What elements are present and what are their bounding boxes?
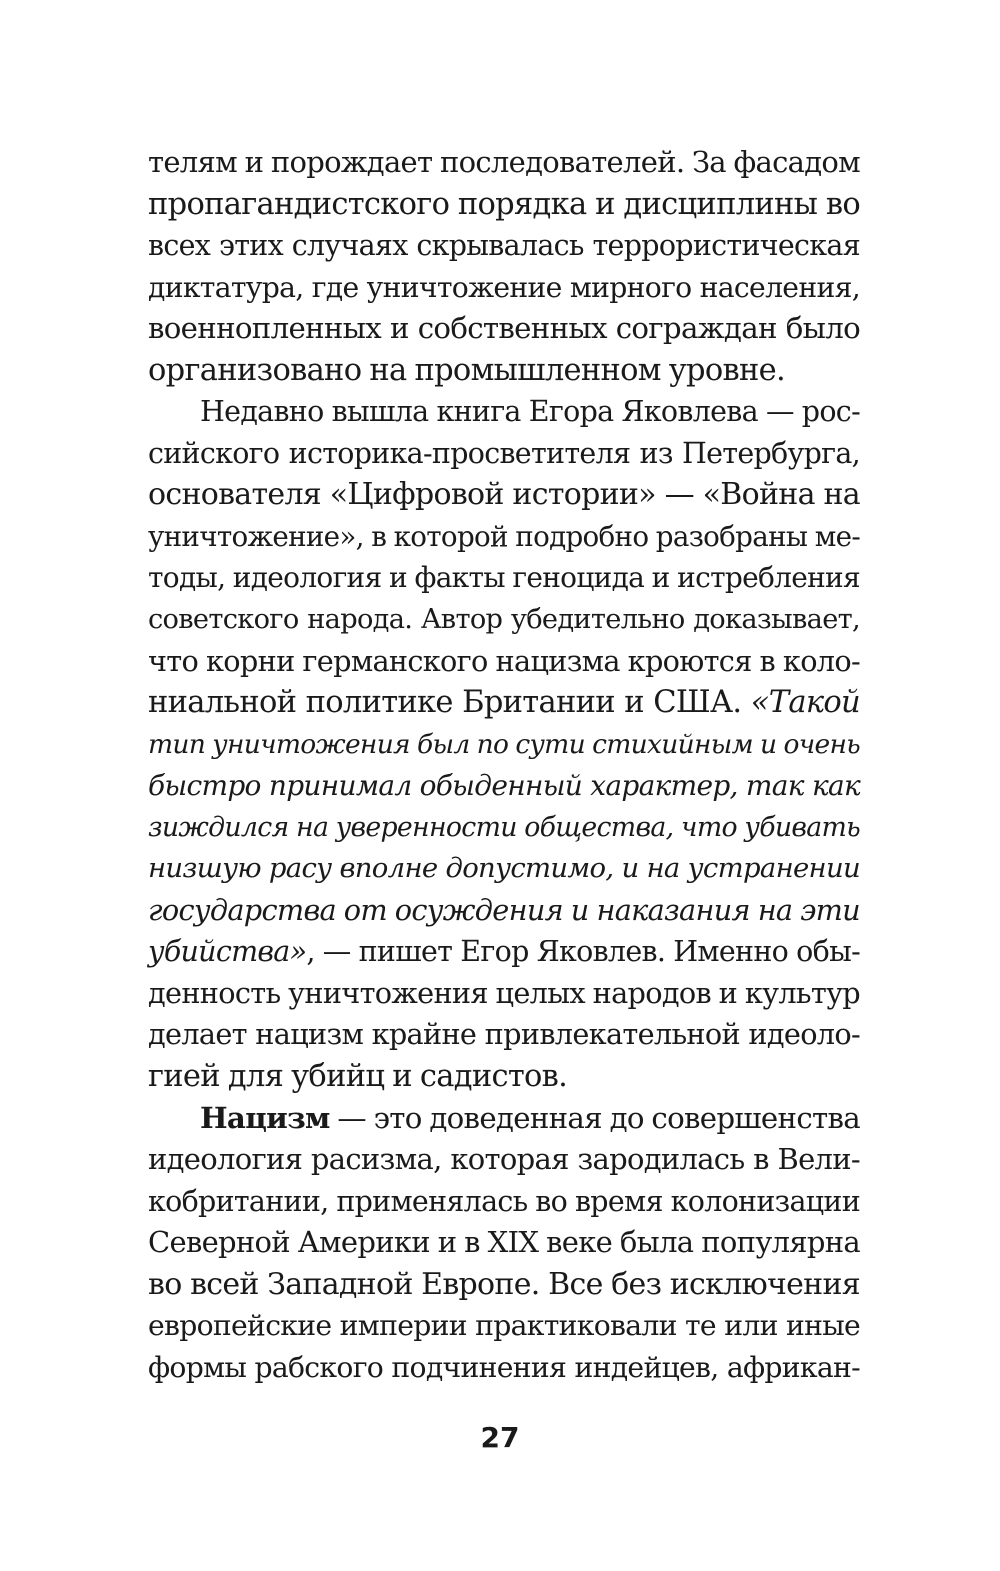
text-line	[148, 1014, 860, 1056]
text-segment: идеология расизма, которая зародилась в Вели-	[148, 1142, 860, 1177]
quote-segment: «Такой	[750, 685, 860, 721]
text-line	[148, 225, 860, 267]
text-line	[148, 516, 860, 558]
text-line	[148, 848, 860, 890]
text-line	[148, 1139, 860, 1181]
quote-segment: убийства»	[148, 935, 307, 969]
text-segment: гией для убийц и садистов.	[148, 1059, 568, 1095]
text-segment: организовано на промышленном уровне.	[148, 352, 785, 388]
quote-segment: зиждился на уверенности общества, что убивать	[148, 811, 860, 843]
text-segment: диктатура, где уничтожение мирного населения,	[148, 270, 860, 304]
text-segment: тоды, идеология и факты геноцида и истребления	[148, 561, 860, 595]
text-line	[148, 765, 860, 807]
text-line	[148, 433, 860, 475]
text-segment: делает нацизм крайне привлекательной идеоло-	[148, 1017, 860, 1052]
text-line	[148, 267, 860, 309]
text-segment: советского народа. Автор убедительно доказывает,	[148, 604, 860, 636]
text-segment: , — пишет Егор Яковлев. Именно обы-	[306, 935, 860, 969]
text-segment: Северной Америки и в XIX веке была популярна	[148, 1225, 860, 1260]
text-line	[148, 308, 860, 350]
text-line	[148, 557, 860, 599]
text-segment: военнопленных и собственных сограждан было	[148, 311, 860, 346]
quote-segment: государства от осуждения и наказания на эти	[148, 892, 860, 927]
text-line	[148, 641, 860, 683]
text-line	[148, 807, 860, 849]
text-segment: формы рабского подчинения индейцев, африкан-	[148, 1350, 860, 1384]
text-line	[148, 474, 860, 516]
text-segment: ниальной политике Британии и США.	[148, 685, 751, 721]
quote-segment: низшую расу вполне допустимо, и на устранении	[148, 852, 860, 885]
quote-segment: тип уничтожения был по сути стихийным и очень	[148, 728, 860, 760]
text-line	[148, 1181, 860, 1223]
text-line	[148, 1305, 860, 1347]
text-segment: основателя «Цифровой истории» — «Война на	[148, 477, 860, 513]
bold-term: Нацизм	[200, 1100, 330, 1135]
text-line	[148, 682, 860, 724]
text-segment: уничтожение», в которой подробно разобраны ме-	[148, 519, 860, 553]
text-segment: всех этих случаях скрывалась террористическая	[148, 229, 860, 263]
text-line	[148, 599, 860, 641]
text-line	[148, 350, 860, 392]
text-segment: Недавно вышла книга Егора Яковлева — рос-	[200, 395, 860, 429]
page-number: 27	[480, 1421, 520, 1454]
text-segment: во всей Западной Европе. Все без исключения	[148, 1266, 860, 1302]
quote-segment: быстро принимал обыденный характер, так как	[148, 769, 860, 803]
text-segment: европейские империи практиковали те или иные	[148, 1309, 860, 1343]
text-line	[148, 1098, 860, 1140]
text-line	[148, 890, 860, 932]
text-line	[148, 391, 860, 433]
text-segment: пропагандистского порядка и дисциплины во	[148, 186, 860, 222]
text-segment: кобритании, применялась во время колонизации	[148, 1184, 860, 1218]
text-line	[148, 1056, 860, 1098]
text-line	[148, 931, 860, 973]
text-line	[148, 724, 860, 766]
text-line	[148, 1222, 860, 1264]
text-line	[148, 142, 860, 184]
text-line	[148, 184, 860, 226]
text-segment: денность уничтожения целых народов и культур	[148, 975, 860, 1010]
text-segment: телям и порождает последователей. За фасадом	[148, 145, 860, 179]
text-line	[148, 973, 860, 1015]
text-line	[148, 1264, 860, 1306]
text-line	[148, 1347, 860, 1389]
text-segment: что корни германского нацизма кроются в коло-	[148, 643, 860, 678]
body-text	[148, 142, 860, 1388]
text-segment: сийского историка-просветителя из Петербурга,	[148, 436, 860, 470]
text-segment: — это доведенная до совершенства	[329, 1100, 860, 1135]
